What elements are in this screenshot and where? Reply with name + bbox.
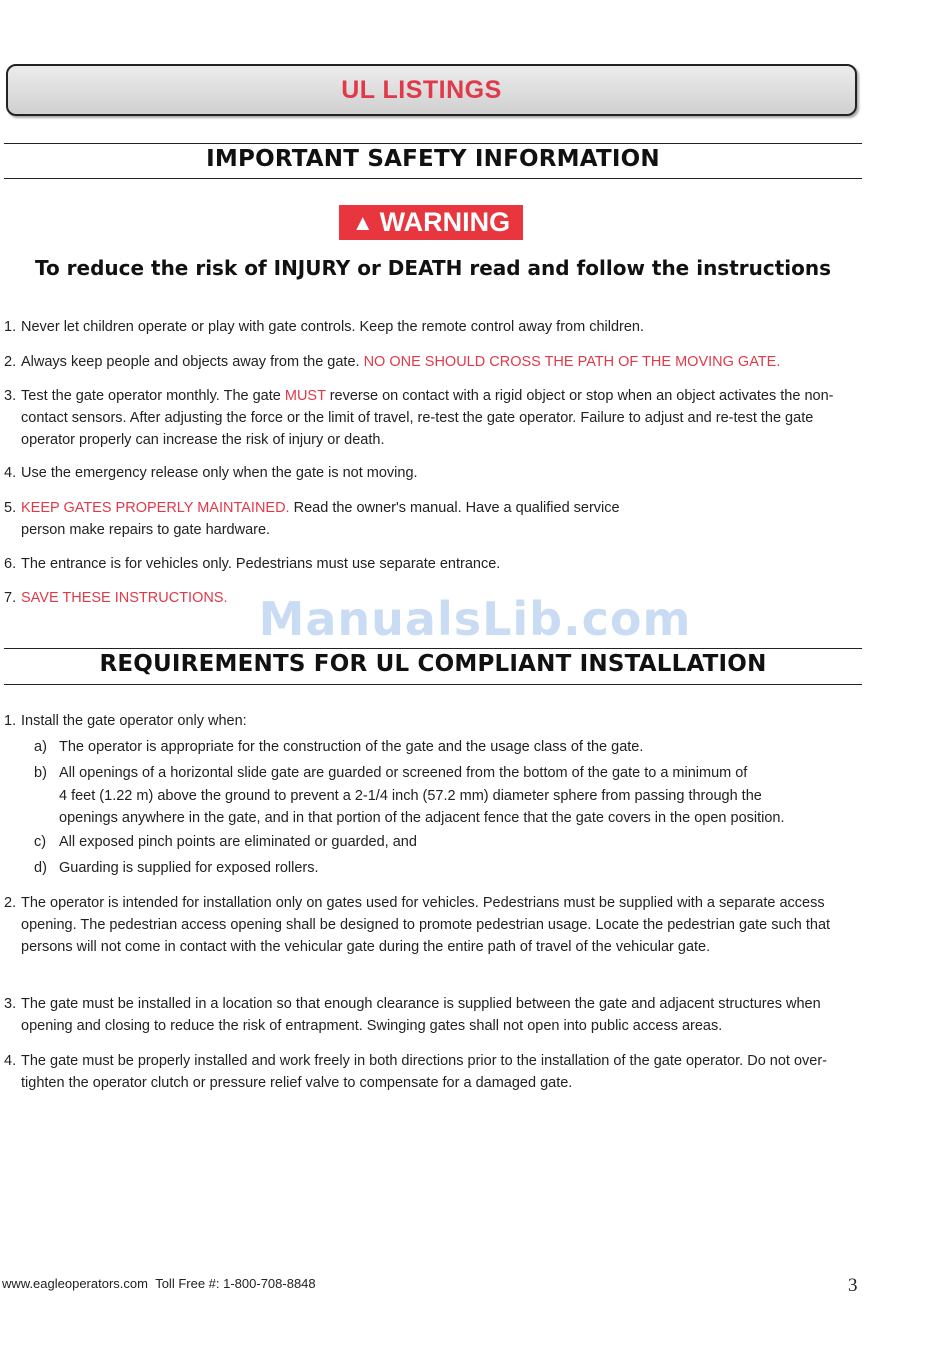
item-number: 3. <box>4 388 17 404</box>
sub-letter: c) <box>34 834 47 850</box>
item-text: person make repairs to gate hardware. <box>21 522 271 538</box>
ul-listings-banner <box>6 64 857 116</box>
toll-free-number: Toll Free #: 1-800-708-8848 <box>155 1276 316 1291</box>
banner-title: UL LISTINGS <box>341 75 502 104</box>
warning-triangle-icon: ▲ <box>351 209 374 235</box>
safety-item-6 <box>4 553 860 575</box>
requirement-item-3 <box>4 993 860 1037</box>
item-number: 4. <box>4 465 17 481</box>
item-number: 2. <box>4 354 17 370</box>
item-number: 6. <box>4 556 17 572</box>
item-number: 2. <box>4 895 17 911</box>
sub-text: All exposed pinch points are eliminated or guarded, and <box>59 834 417 850</box>
item-warning-text: MUST <box>284 388 326 404</box>
item-number: 7. <box>4 590 17 606</box>
sub-letter: b) <box>34 765 47 781</box>
safety-item-3 <box>4 385 860 451</box>
safety-item-2 <box>4 351 860 373</box>
warning-badge <box>339 205 523 240</box>
warning-instruction: To reduce the risk of INJURY or DEATH read and follow the instructions <box>34 256 832 280</box>
item-text: Use the emergency release only when the gate is not moving. <box>21 465 418 481</box>
item-text: Test the gate operator monthly. The gate <box>21 388 285 404</box>
divider <box>4 178 862 179</box>
item-text: The operator is intended for installation only on gates used for vehicles. Pedestrians must be supplied with a separate access opening. The pedestrian access opening shall be designed to promote pedestrian usage. Locate the pedestrian gate such that persons will not come in contact with the vehicular gate during the entire path of travel of the vehicular gate. <box>21 895 831 955</box>
safety-item-4 <box>4 462 860 484</box>
item-number: 3. <box>4 996 17 1012</box>
divider <box>4 684 862 685</box>
sub-text: Guarding is supplied for exposed rollers. <box>59 860 319 876</box>
item-warning-text: SAVE THESE INSTRUCTIONS. <box>21 590 228 606</box>
item-warning-text: KEEP GATES PROPERLY MAINTAINED. <box>21 500 290 516</box>
sub-letter: d) <box>34 860 47 876</box>
item-number: 1. <box>4 319 17 335</box>
safety-item-1 <box>4 316 860 338</box>
sub-text: All openings of a horizontal slide gate are guarded or screened from the bottom of the gate to a minimum of <box>59 765 748 781</box>
website-link[interactable]: www.eagleoperators.com <box>2 1276 148 1291</box>
watermark: ManualsLib.com <box>258 592 692 646</box>
sub-item-b <box>34 762 860 830</box>
sub-text: The operator is appropriate for the construction of the gate and the usage class of the gate. <box>59 739 644 755</box>
item-number: 1. <box>4 713 17 729</box>
sub-item-c <box>34 831 860 854</box>
sub-text: openings anywhere in the gate, and in that portion of the adjacent fence that the gate covers in the open position. <box>59 810 785 826</box>
item-text: The gate must be installed in a location so that enough clearance is supplied between the gate and adjacent structures when opening and closing to reduce the risk of entrapment. Swinging gates shall not open into public access areas. <box>21 996 821 1034</box>
requirement-item-1 <box>4 710 860 732</box>
requirement-item-4 <box>4 1050 860 1094</box>
sub-item-a <box>34 736 860 759</box>
sub-item-d <box>34 857 860 880</box>
footer-contact <box>2 1276 316 1291</box>
safety-heading: IMPORTANT SAFETY INFORMATION <box>206 146 660 172</box>
requirement-item-2 <box>4 892 860 958</box>
warning-label: WARNING <box>379 207 511 237</box>
requirements-heading: REQUIREMENTS FOR UL COMPLIANT INSTALLATION <box>99 651 767 677</box>
item-text: Read the owner's manual. Have a qualified service <box>289 500 620 516</box>
item-text: Always keep people and objects away from the gate. <box>21 354 364 370</box>
item-text: Install the gate operator only when: <box>21 713 247 729</box>
item-text: The entrance is for vehicles only. Pedestrians must use separate entrance. <box>21 556 501 572</box>
page-number: 3 <box>848 1275 858 1296</box>
sub-text: 4 feet (1.22 m) above the ground to prevent a 2-1/4 inch (57.2 mm) diameter sphere from passing through the <box>59 787 762 804</box>
safety-item-5 <box>4 497 860 541</box>
divider <box>4 648 862 649</box>
sub-letter: a) <box>34 739 47 755</box>
item-number: 5. <box>4 500 17 516</box>
item-text: The gate must be properly installed and work freely in both directions prior to the installation of the gate operator. Do not over-tighten the operator clutch or pressure relief valve to compensate for a damaged gate. <box>21 1053 828 1091</box>
item-text: Never let children operate or play with gate controls. Keep the remote control away from children. <box>21 319 645 335</box>
item-number: 4. <box>4 1053 17 1069</box>
divider <box>4 143 862 144</box>
item-text: reverse on contact with a rigid object or stop when an object activates the non-contact sensors. After adjusting the force or the limit of travel, re-test the gate operator. Failure to adjust and re-test the gate operator properly can increase the risk of injury or death. <box>21 388 834 448</box>
item-warning-text: NO ONE SHOULD CROSS THE PATH OF THE MOVING GATE. <box>363 354 781 370</box>
